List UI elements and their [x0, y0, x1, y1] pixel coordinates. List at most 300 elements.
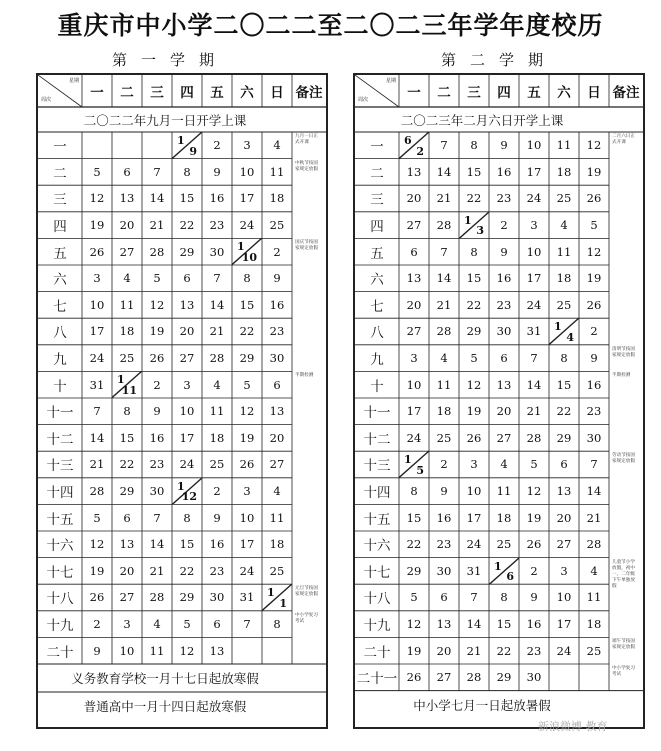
day-cell: 12 — [239, 404, 255, 419]
corner-weekday-label: 星期 — [385, 78, 396, 84]
sem1-week-row — [38, 611, 326, 638]
day-cell: 22 — [406, 537, 422, 552]
day-cell: 17 — [239, 191, 255, 206]
week-number: 十 — [370, 378, 384, 395]
day-cell: 25 — [119, 351, 135, 366]
sem2-start-banner: 二〇二三年二月六日开学上课 — [400, 112, 564, 128]
day-cell: 11 — [496, 484, 512, 499]
day-cell: 23 — [436, 537, 452, 552]
day-cell: 27 — [406, 218, 422, 233]
sem1-week-row — [38, 212, 326, 239]
day-one-label: 1 — [494, 559, 502, 573]
day-cell: 20 — [269, 430, 285, 445]
day-cell: 15 — [239, 297, 255, 312]
day-cell: 7 — [243, 617, 251, 632]
day-cell: 12 — [89, 191, 105, 206]
day-cell: 19 — [89, 563, 105, 578]
sem2-weekday-header: 四 — [497, 85, 511, 101]
day-cell: 9 — [590, 351, 598, 366]
day-cell: 27 — [436, 670, 452, 685]
day-cell: 12 — [586, 138, 602, 153]
day-cell: 10 — [526, 138, 542, 153]
day-cell: 11 — [269, 510, 285, 525]
week-number: 十二 — [46, 431, 74, 448]
day-cell: 28 — [466, 670, 482, 685]
day-cell: 4 — [273, 138, 281, 153]
day-cell: 11 — [586, 590, 602, 605]
week-note — [609, 478, 643, 505]
week-number: 九 — [53, 352, 67, 369]
sem2-weekday-header: 五 — [527, 85, 541, 101]
day-cell: 15 — [466, 271, 482, 286]
day-cell: 16 — [496, 271, 512, 286]
day-cell: 27 — [556, 537, 572, 552]
day-cell: 26 — [89, 244, 105, 259]
day-cell: 2 — [213, 484, 221, 499]
day-cell: 30 — [149, 484, 165, 499]
day-cell: 18 — [269, 191, 285, 206]
sem2-week-row — [355, 371, 643, 398]
day-cell: 4 — [500, 457, 508, 472]
corner-week-label: 周次 — [358, 97, 369, 103]
day-cell: 20 — [496, 404, 512, 419]
semester1-calendar — [36, 73, 328, 729]
day-cell: 17 — [466, 510, 482, 525]
sem2-week-row — [355, 398, 643, 425]
day-cell: 28 — [149, 590, 165, 605]
day-cell: 2 — [153, 377, 161, 392]
sem1-holiday-footer: 普通高中一月十四日起放寒假 — [83, 699, 247, 714]
day-cell: 26 — [466, 430, 482, 445]
day-cell: 14 — [436, 164, 452, 179]
day-cell: 4 — [560, 218, 568, 233]
day-cell: 15 — [466, 164, 482, 179]
day-cell: 15 — [496, 617, 512, 632]
sem2-week-row — [355, 584, 643, 611]
sem1-weekday-header: 五 — [210, 85, 224, 101]
day-cell: 15 — [179, 537, 195, 552]
day-cell: 8 — [273, 617, 281, 632]
sem2-week-row — [355, 478, 643, 505]
week-number: 十四 — [363, 485, 391, 502]
week-note: 半期检测 — [295, 373, 314, 379]
day-cell: 20 — [436, 643, 452, 658]
day-cell: 14 — [466, 617, 482, 632]
day-cell: 4 — [123, 271, 131, 286]
sem1-header-row — [38, 75, 326, 107]
day-cell: 27 — [119, 244, 135, 259]
day-cell: 21 — [436, 191, 452, 206]
day-cell: 23 — [209, 218, 225, 233]
week-note — [292, 531, 326, 558]
sem2-week-row — [355, 637, 643, 664]
week-note: 清明节按国 家规定放假 — [612, 346, 635, 358]
sem1-week-row — [38, 558, 326, 585]
day-cell: 16 — [496, 164, 512, 179]
day-cell: 28 — [436, 218, 452, 233]
day-one-label: 1 — [404, 453, 412, 467]
day-cell: 13 — [179, 297, 195, 312]
week-number: 七 — [53, 298, 67, 315]
day-cell: 29 — [556, 430, 572, 445]
day-cell: 10 — [406, 377, 422, 392]
day-cell — [82, 132, 112, 159]
day-cell: 9 — [530, 590, 538, 605]
week-number: 十三 — [363, 458, 391, 475]
day-cell: 3 — [243, 484, 251, 499]
day-cell: 23 — [586, 404, 602, 419]
day-cell: 26 — [406, 670, 422, 685]
day-cell: 9 — [273, 271, 281, 286]
day-cell: 5 — [243, 377, 251, 392]
day-cell: 14 — [436, 271, 452, 286]
week-number: 八 — [370, 325, 384, 342]
day-cell: 3 — [123, 617, 131, 632]
day-cell: 3 — [243, 138, 251, 153]
week-number: 十六 — [46, 538, 74, 555]
day-cell: 31 — [526, 324, 542, 339]
day-cell: 27 — [269, 457, 285, 472]
week-note: 半期检测 — [612, 373, 631, 379]
day-cell: 25 — [556, 297, 572, 312]
day-one-label: 1 — [177, 134, 185, 147]
day-one-label: 1 — [237, 240, 245, 254]
week-number: 四 — [53, 219, 67, 236]
week-number: 一 — [53, 139, 67, 156]
week-number: 六 — [370, 272, 384, 289]
day-cell: 21 — [149, 218, 165, 233]
day-cell: 12 — [179, 643, 195, 658]
week-note — [292, 558, 326, 585]
day-cell: 17 — [239, 537, 255, 552]
day-cell: 13 — [436, 617, 452, 632]
sem2-week-row — [355, 212, 643, 239]
week-number: 三 — [370, 192, 384, 209]
week-note: 中小学复习 考试 — [612, 666, 635, 677]
day-cell: 16 — [436, 510, 452, 525]
day-cell: 13 — [406, 271, 422, 286]
day-cell: 4 — [440, 351, 448, 366]
day-cell: 25 — [209, 457, 225, 472]
month-label: 10 — [241, 250, 257, 264]
day-cell: 12 — [586, 244, 602, 259]
week-note — [292, 292, 326, 319]
day-cell: 5 — [93, 510, 101, 525]
day-cell: 6 — [273, 377, 281, 392]
day-cell: 24 — [239, 563, 255, 578]
month-start-cell — [399, 451, 429, 478]
day-cell: 14 — [149, 191, 165, 206]
day-cell — [142, 132, 172, 159]
day-cell: 15 — [119, 430, 135, 445]
week-note — [609, 265, 643, 292]
day-cell: 6 — [560, 457, 568, 472]
week-number: 二十 — [363, 644, 391, 661]
sem1-week-row — [38, 451, 326, 478]
day-cell: 27 — [119, 590, 135, 605]
day-cell: 11 — [119, 297, 135, 312]
day-cell: 2 — [500, 218, 508, 233]
day-cell: 25 — [269, 218, 285, 233]
day-cell: 7 — [153, 164, 161, 179]
week-note — [609, 292, 643, 319]
day-cell: 12 — [89, 537, 105, 552]
day-cell: 12 — [466, 377, 482, 392]
day-cell: 30 — [586, 430, 602, 445]
week-note: 端午节按国 家规定放假 — [612, 639, 635, 651]
week-note — [609, 531, 643, 558]
day-cell: 30 — [269, 351, 285, 366]
day-cell: 3 — [93, 271, 101, 286]
day-cell: 22 — [496, 643, 512, 658]
day-cell: 29 — [406, 563, 422, 578]
day-cell: 12 — [526, 484, 542, 499]
sem2-weekday-header: 一 — [407, 85, 421, 101]
day-cell: 9 — [213, 164, 221, 179]
day-cell: 14 — [209, 297, 225, 312]
day-cell: 19 — [149, 324, 165, 339]
week-note — [609, 398, 643, 425]
week-number: 二 — [370, 165, 384, 182]
sem1-weekday-header: 日 — [270, 85, 284, 101]
week-note — [292, 478, 326, 505]
day-cell — [262, 637, 292, 664]
corner-week-label: 周次 — [41, 97, 52, 103]
day-cell: 3 — [560, 563, 568, 578]
day-cell: 18 — [556, 164, 572, 179]
week-note: 中秋节按国 家规定放假 — [295, 160, 318, 172]
day-cell: 18 — [556, 271, 572, 286]
week-note — [609, 212, 643, 239]
day-cell: 25 — [269, 563, 285, 578]
day-cell: 31 — [239, 590, 255, 605]
day-cell: 20 — [406, 297, 422, 312]
day-cell: 30 — [526, 670, 542, 685]
sem1-weekday-header: 三 — [150, 85, 164, 101]
day-cell: 26 — [149, 351, 165, 366]
day-cell: 9 — [213, 510, 221, 525]
day-cell: 8 — [500, 590, 508, 605]
week-number: 二十 — [46, 644, 74, 661]
day-cell: 4 — [153, 617, 161, 632]
day-cell: 24 — [466, 537, 482, 552]
day-cell: 5 — [590, 218, 598, 233]
day-cell: 19 — [89, 218, 105, 233]
day-cell: 9 — [153, 404, 161, 419]
week-number: 十八 — [363, 591, 391, 608]
day-cell: 30 — [209, 244, 225, 259]
day-cell: 28 — [149, 244, 165, 259]
week-note — [609, 425, 643, 452]
day-cell: 27 — [406, 324, 422, 339]
sem2-weekday-header: 三 — [467, 85, 481, 101]
day-cell: 12 — [406, 617, 422, 632]
sem1-week-row — [38, 584, 326, 611]
day-cell: 24 — [556, 643, 572, 658]
sem2-week-row — [355, 558, 643, 589]
day-cell: 24 — [526, 297, 542, 312]
day-cell: 19 — [586, 164, 602, 179]
week-number: 九 — [370, 352, 384, 369]
day-cell: 5 — [470, 351, 478, 366]
day-cell: 6 — [123, 164, 131, 179]
day-cell: 2 — [440, 457, 448, 472]
day-cell: 18 — [119, 324, 135, 339]
semester2-calendar — [353, 73, 645, 729]
sem1-week-row — [38, 398, 326, 425]
day-cell: 16 — [209, 537, 225, 552]
week-number: 十一 — [363, 405, 391, 422]
sem1-week-row — [38, 504, 326, 531]
day-cell: 19 — [526, 510, 542, 525]
day-cell: 5 — [183, 617, 191, 632]
sem2-corner-cell — [355, 75, 399, 107]
day-cell: 5 — [93, 164, 101, 179]
month-label: 1 — [279, 596, 287, 610]
day-cell: 20 — [179, 324, 195, 339]
sem2-week-row — [355, 531, 643, 558]
day-cell: 11 — [269, 164, 285, 179]
sem1-weekday-header: 六 — [240, 85, 254, 101]
day-cell: 2 — [213, 138, 221, 153]
day-cell: 11 — [149, 643, 165, 658]
day-cell: 25 — [586, 643, 602, 658]
day-cell: 30 — [496, 324, 512, 339]
day-cell: 7 — [93, 404, 101, 419]
sem2-week-row — [355, 611, 643, 638]
day-cell: 8 — [183, 164, 191, 179]
day-cell: 20 — [406, 191, 422, 206]
day-cell: 4 — [590, 563, 598, 578]
week-note: 儿童节小学 放假，初中 一、二年级 下午单独放 假 — [612, 559, 635, 589]
day-cell: 29 — [466, 324, 482, 339]
day-cell: 8 — [410, 484, 418, 499]
day-cell: 9 — [93, 643, 101, 658]
day-cell: 28 — [89, 484, 105, 499]
sem1-notes-header: 备注 — [295, 85, 323, 101]
day-cell: 22 — [179, 218, 195, 233]
sem2-week-row — [355, 159, 643, 186]
day-cell: 15 — [556, 377, 572, 392]
day-cell: 16 — [269, 297, 285, 312]
week-number: 八 — [53, 325, 67, 342]
sem1-week-row — [38, 292, 326, 319]
week-number: 十 — [53, 378, 67, 395]
week-note — [609, 584, 643, 611]
week-note — [609, 318, 643, 345]
sem2-weekday-header: 六 — [557, 85, 571, 101]
day-cell: 11 — [436, 377, 452, 392]
day-cell: 10 — [179, 404, 195, 419]
day-cell: 17 — [89, 324, 105, 339]
sem1-week-row — [38, 371, 326, 398]
day-cell: 9 — [500, 138, 508, 153]
day-one-label: 1 — [554, 320, 562, 334]
sem1-week-row — [38, 478, 326, 505]
day-cell: 22 — [119, 457, 135, 472]
day-cell: 8 — [470, 244, 478, 259]
day-cell: 9 — [440, 484, 448, 499]
watermark: 新浪微博 教育 — [538, 720, 608, 733]
day-cell: 8 — [470, 138, 478, 153]
day-cell: 26 — [89, 590, 105, 605]
day-cell: 4 — [213, 377, 221, 392]
sem2-week-row — [355, 504, 643, 531]
day-cell: 5 — [410, 590, 418, 605]
week-note — [292, 318, 326, 345]
day-cell: 24 — [239, 218, 255, 233]
sem2-week-row — [355, 451, 643, 478]
month-start-cell — [262, 584, 292, 611]
day-cell: 25 — [496, 537, 512, 552]
day-cell: 18 — [209, 430, 225, 445]
week-note — [292, 504, 326, 531]
day-cell: 21 — [436, 297, 452, 312]
day-cell: 26 — [586, 191, 602, 206]
sem1-weekday-header: 一 — [90, 85, 104, 101]
day-cell — [549, 664, 579, 691]
day-cell: 28 — [436, 324, 452, 339]
month-label: 3 — [476, 224, 484, 238]
sem1-week-row — [38, 132, 326, 159]
day-cell: 7 — [213, 271, 221, 286]
sem1-week-row — [38, 265, 326, 292]
month-start-cell — [399, 132, 429, 159]
day-cell: 22 — [556, 404, 572, 419]
week-number: 十九 — [46, 618, 74, 635]
sem1-week-row — [38, 531, 326, 558]
day-cell: 8 — [243, 271, 251, 286]
day-cell: 22 — [466, 297, 482, 312]
day-cell: 14 — [526, 377, 542, 392]
sem1-weekday-header: 二 — [120, 85, 134, 101]
day-one-label: 1 — [267, 586, 275, 600]
week-note — [609, 185, 643, 212]
day-cell: 6 — [183, 271, 191, 286]
sem1-week-row — [38, 345, 326, 372]
week-note — [292, 637, 326, 664]
sem1-weekday-header: 四 — [180, 85, 194, 101]
day-cell: 6 — [410, 244, 418, 259]
day-cell: 24 — [89, 351, 105, 366]
day-cell: 23 — [209, 563, 225, 578]
week-number: 四 — [370, 219, 384, 236]
day-cell: 14 — [586, 484, 602, 499]
day-cell: 2 — [273, 244, 281, 259]
day-cell: 9 — [500, 244, 508, 259]
day-cell: 31 — [89, 377, 105, 392]
week-number: 十五 — [363, 511, 391, 528]
week-number: 十七 — [46, 564, 74, 581]
day-cell — [112, 132, 142, 159]
page-title: 重庆市中小学二〇二二至二〇二三年学年度校历 — [57, 11, 604, 40]
day-cell: 16 — [526, 617, 542, 632]
month-label: 11 — [121, 383, 137, 397]
day-cell: 18 — [496, 510, 512, 525]
day-cell: 17 — [406, 404, 422, 419]
week-number: 十三 — [46, 458, 74, 475]
day-cell: 13 — [406, 164, 422, 179]
day-cell: 17 — [179, 430, 195, 445]
day-cell: 13 — [119, 191, 135, 206]
day-cell: 23 — [496, 297, 512, 312]
week-note — [292, 425, 326, 452]
day-cell: 3 — [410, 351, 418, 366]
day-cell: 17 — [526, 271, 542, 286]
day-cell: 8 — [183, 510, 191, 525]
sem1-week-row — [38, 318, 326, 345]
week-note — [609, 504, 643, 531]
